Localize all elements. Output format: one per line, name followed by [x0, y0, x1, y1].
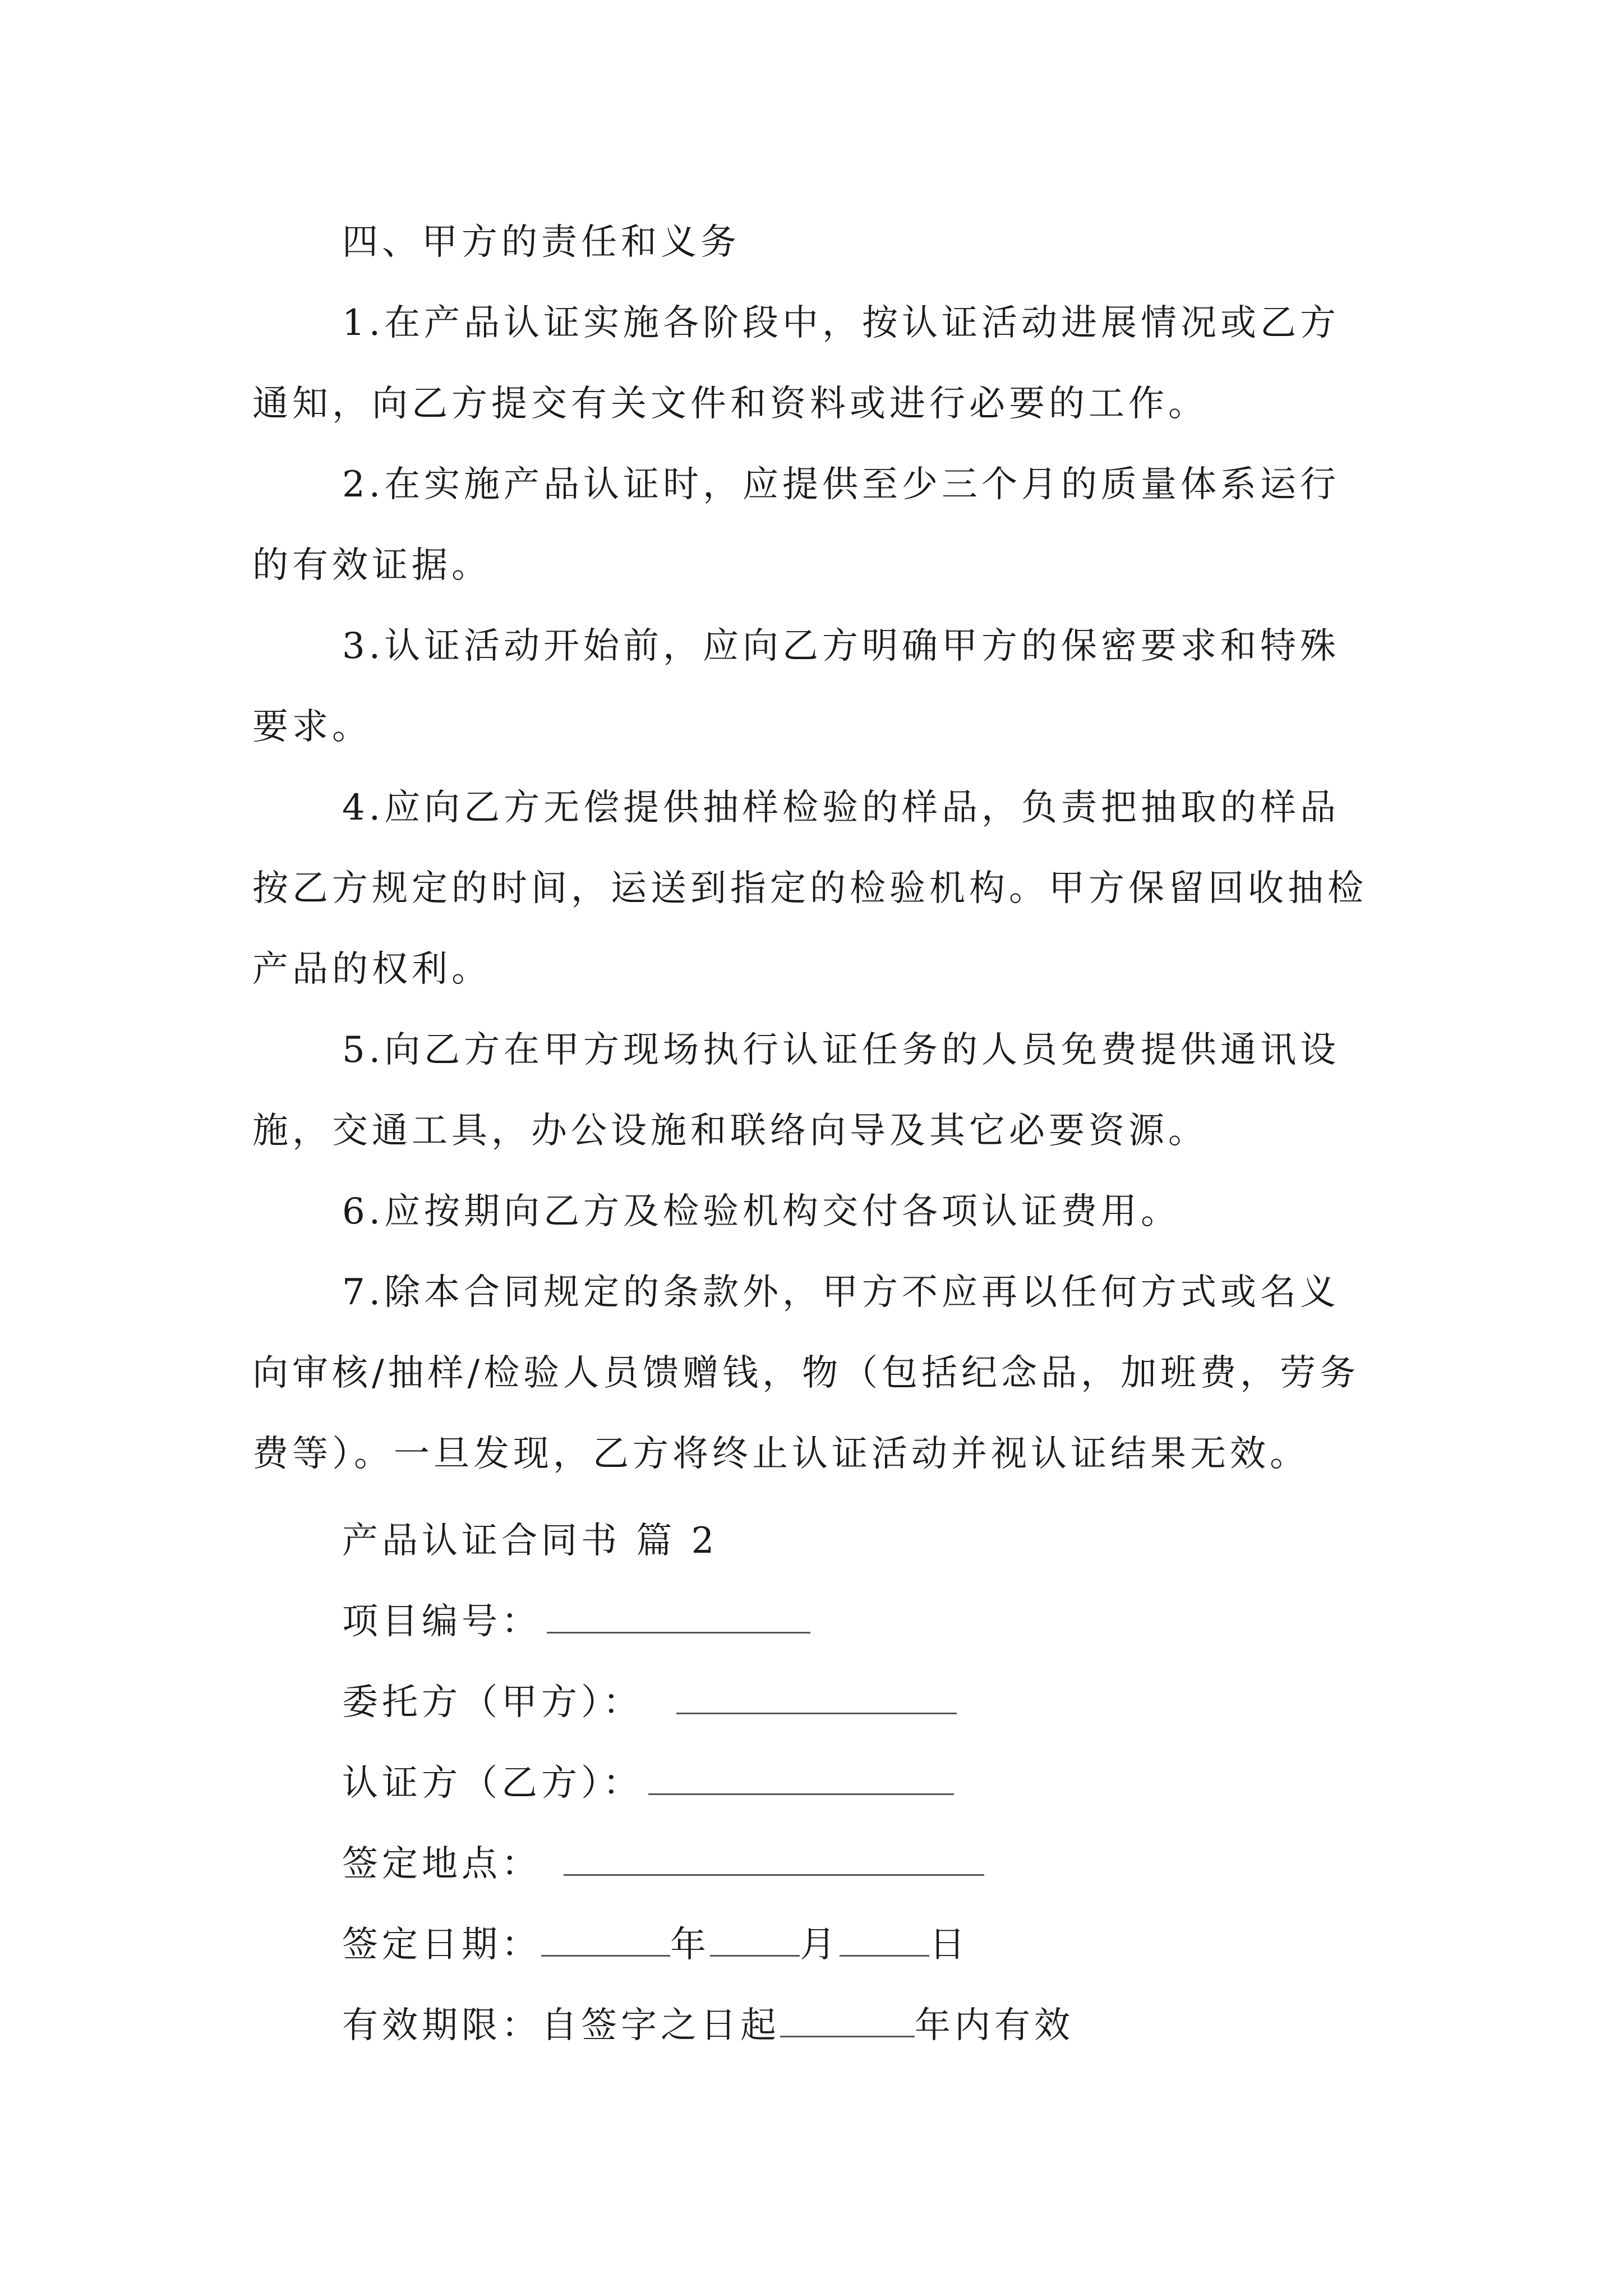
validity-suffix: 年内有效 [915, 2005, 1074, 2046]
signing-place-blank [564, 1842, 984, 1876]
party-a-blank [676, 1680, 957, 1714]
clause-1: 1.在产品认证实施各阶段中，按认证活动进展情况或乙方通知，向乙方提交有关文件和资料或进行必要的工作。 [252, 302, 1340, 425]
year-label: 年 [670, 1924, 710, 1966]
clause-6: 6.应按期向乙方及检验机构交付各项认证费用。 [342, 1191, 1181, 1232]
signing-place-label: 签定地点： [342, 1843, 541, 1885]
day-label: 日 [929, 1924, 969, 1966]
validity-years-blank [780, 2003, 915, 2037]
validity-row [342, 1985, 1074, 2066]
party-a-row [342, 1662, 1074, 1743]
year-blank [541, 1922, 670, 1957]
validity-label: 有效期限：自签字之日起 [342, 2005, 780, 2046]
clause-7: 7.除本合同规定的条款外，甲方不应再以任何方式或名义向审核/抽样/检验人员馈赠钱，物（包括纪念品，加班费，劳务费等）。一旦发现，乙方将终止认证活动并视认证结果无效。 [252, 1272, 1360, 1475]
contract-title: 产品认证合同书 篇 2 [342, 1520, 718, 1562]
clause-5: 5.向乙方在甲方现场执行认证任务的人员免费提供通讯设施，交通工具，办公设施和联络向导及其它必要资源。 [252, 1029, 1340, 1152]
month-blank [710, 1922, 800, 1957]
clause-4: 4.应向乙方无偿提供抽样检验的样品，负责把抽取的样品按乙方规定的时间，运送到指定的检验机构。甲方保留回收抽检产品的权利。 [252, 787, 1367, 990]
day-blank [840, 1922, 929, 1957]
signing-date-label: 签定日期： [342, 1924, 541, 1966]
section-heading: 四、甲方的责任和义务 [342, 222, 740, 263]
party-b-row [342, 1743, 1074, 1824]
contract-form [342, 1501, 1074, 2066]
project-number-row [342, 1581, 1074, 1662]
project-number-blank [547, 1599, 810, 1634]
signing-date-row [342, 1904, 1074, 1985]
party-a-label: 委托方（甲方）： [342, 1682, 643, 1723]
party-b-label: 认证方（乙方）： [342, 1763, 643, 1804]
project-number-label: 项目编号： [342, 1601, 541, 1642]
clause-2: 2.在实施产品认证时，应提供至少三个月的质量体系运行的有效证据。 [252, 464, 1340, 586]
party-a-duties-section [252, 202, 1380, 1494]
signing-place-row [342, 1824, 1074, 1904]
party-b-blank [648, 1761, 954, 1795]
clause-3: 3.认证活动开始前，应向乙方明确甲方的保密要求和特殊要求。 [252, 625, 1340, 748]
month-label: 月 [800, 1924, 840, 1966]
